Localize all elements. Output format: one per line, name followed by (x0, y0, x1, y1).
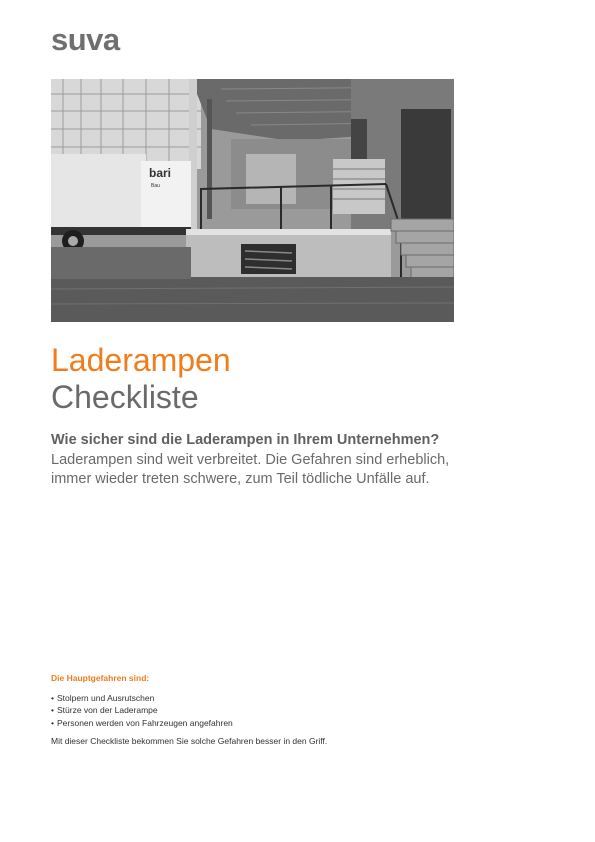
list-item: • Stürze von der Laderampe (51, 704, 531, 717)
hazards-heading: Die Hauptgefahren sind: (51, 673, 150, 683)
intro-lead: Wie sicher sind die Laderampen in Ihrem Unternehmen? (51, 432, 440, 448)
loading-ramp-photo (51, 79, 454, 322)
list-item: • Stolpern und Ausrutschen (51, 692, 531, 705)
loading-ramp-illustration (51, 79, 454, 322)
intro-text (51, 431, 471, 490)
truck-sign-sub: Bau (151, 183, 160, 189)
hazards-section (51, 672, 531, 748)
hazards-list (51, 692, 531, 730)
hazards-note: Mit dieser Checkliste bekommen Sie solche Gefahren besser in den Griff. (51, 736, 328, 746)
truck-sign: bari (149, 166, 172, 180)
page-title: Laderampen (51, 342, 231, 378)
intro-body: Laderampen sind weit verbreitet. Die Gefahren sind erheblich, immer wieder treten schwere, zum Teil tödliche Unfälle auf. (51, 451, 450, 487)
suva-logo: suva (51, 22, 120, 57)
page-subtitle: Checkliste (51, 379, 199, 415)
list-item: • Personen werden von Fahrzeugen angefahren (51, 717, 531, 730)
